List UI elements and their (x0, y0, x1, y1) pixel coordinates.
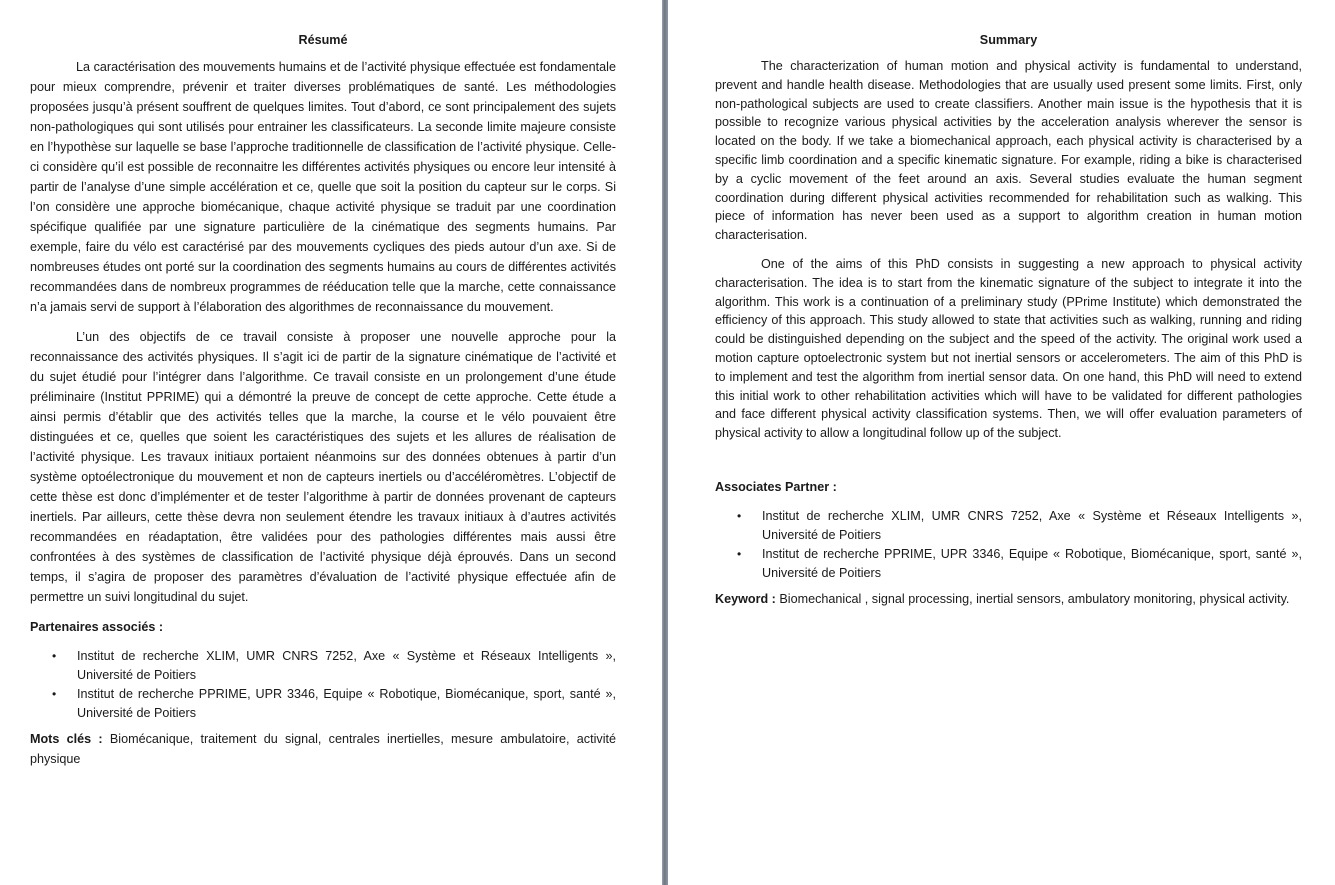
list-item (30, 647, 616, 685)
bullet-icon: • (737, 546, 742, 561)
page-left-resume (0, 0, 662, 885)
keywords-text: Biomécanique, traitement du signal, centrales inertielles, mesure ambulatoire, activité physique (30, 732, 617, 766)
partner-text: Institut de recherche XLIM, UMR CNRS 7252, Axe « Système et Réseaux Intelligents », Université de Poitiers (77, 649, 616, 682)
summary-keywords (715, 589, 1302, 609)
resume-keywords (30, 729, 616, 769)
summary-title: Summary (979, 33, 1038, 47)
bullet-icon: • (52, 649, 57, 663)
summary-partners-title: Associates Partner : (715, 479, 837, 494)
summary-paragraph-2: One of the aims of this PhD consists in suggesting a new approach to physical activity characterisation. The idea is to start from the kinematic signature of the subject to integrate it into the algorithm. This work is a continuation of a preliminary study (PPrime Institute) which demonstrated the efficiency of this approach. This study allowed to state that activities such as walking, running and riding could be distinguished depending on the subject and the speed of the activity. The original work used a motion capture optoelectronic system but not inertial sensors or accelerometers. The aim of this PhD is to implement and test the algorithm from inertial sensor data. On one hand, this PhD will need to extend this initial work to other rehabilitation activities which will have to be validated for different pathologies and face different physical activity classification systems. Then, we will offer evaluation parameters of physical activity to allow a longitudinal follow up of the subject. (715, 256, 1302, 441)
keywords-label: Mots clés : (30, 732, 103, 746)
summary-paragraph-1: The characterization of human motion and physical activity is fundamental to understand, prevent and handle health disease. Methodologies that are usually used present some limits. First, only non-pathological subjects are used to create classifiers. Another main issue is the hypothesis that it is possible to recognize various physical activities by the acceleration analysis wherever the sensor is located on the body. If we take a biomechanical approach, each physical activity is characterised by a specific limb coordination and a specific kinematic signature. For example, riding a bike is characterised by a cyclic movement of the feet around an axis. Several studies evaluate the human segment coordination during different physical activities recommended for rehabilitation such as walking. This piece of information has never been used as a support to algorithm creation in human motion characterisation. (715, 59, 1302, 243)
bullet-icon: • (52, 687, 57, 701)
resume-partners-title: Partenaires associés : (30, 620, 164, 634)
resume-title: Résumé (298, 33, 348, 47)
resume-paragraph-1: La caractérisation des mouvements humains et de l’activité physique effectuée est fondamentale pour mieux comprendre, prévenir et traiter diverses problématiques de santé. Les méthodologies proposées jusqu’à présent souffrent de quelques limites. Tout d’abord, ce sont principalement des sujets non-pathologiques qui sont utilisés pour entrainer les classificateurs. La seconde limite majeure consiste en l’hypothèse sur laquelle se base l’approche traditionnelle de classification de l’activité physique. Celle-ci considère qu’il est possible de reconnaitre les différentes activités physiques ou encore leur intensité à partir de l’analyse d’une simple accélération et ce, quelle que soit la position du capteur sur le corps. Si l’on considère une approche biomécanique, chaque activité physique se traduit par une coordination spécifique qualifiée par une signature particulière de la cinématique des segments humains. Par exemple, faire du vélo est caractérisé par des mouvements cycliques des pieds autour d’un axe. Si de nombreuses études ont porté sur la coordination des segments humains au cours de différentes activités recommandées dans de nombreux programmes de rééducation telle que la marche, cette connaissance n’a jamais servi de support à l’élaboration des algorithmes de reconnaissance du mouvement. (30, 60, 616, 314)
resume-partners-list (30, 647, 616, 723)
partner-text: Institut de recherche XLIM, UMR CNRS 7252, Axe « Système et Réseaux Intelligents », Université de Poitiers (762, 508, 1302, 542)
summary-content (715, 30, 1302, 609)
list-item (30, 685, 616, 723)
list-item (715, 507, 1302, 545)
page-right-summary (668, 0, 1335, 885)
summary-partners-list (715, 507, 1302, 583)
list-item (715, 545, 1302, 583)
resume-content (30, 30, 616, 769)
bullet-icon: • (737, 508, 742, 523)
partner-text: Institut de recherche PPRIME, UPR 3346, Equipe « Robotique, Biomécanique, sport, santé », Université de Poitiers (77, 687, 616, 720)
resume-paragraph-2: L’un des objectifs de ce travail consiste à proposer une nouvelle approche pour la reconnaissance des activités physiques. Il s’agit ici de partir de la signature cinématique de l’activité et du sujet étudié pour l’intégrer dans l’algorithme. Ce travail consiste en un prolongement d’une étude préliminaire (Institut PPRIME) qui a démontré la preuve de concept de cette approche. Cette étude a ainsi permis d’établir que des activités telles que la marche, la course et le vélo pouvaient être distinguées et ce, quelles que soient les caractéristiques des sujets et les allures de réalisation de l’activité physique. Les travaux initiaux portaient néanmoins sur des données obtenues à partir d’un système optoélectronique du mouvement et non de capteurs inertiels ou d’accéléromètres. L’objectif de cette thèse est donc d’implémenter et de tester l’algorithme à partir de données provenant de capteurs inertiels. Par ailleurs, cette thèse devra non seulement étendre les travaux initiaux à d’autres activités recommandées en réadaptation, être validées pour des pathologies différentes mais aussi être confrontées à des systèmes de classification de l’activité physique déjà éprouvés. Dans un second temps, il s’agira de proposer des paramètres d’évaluation de l’activité physique effectuée afin de permettre un suivi longitudinal du sujet. (30, 330, 616, 604)
partner-text: Institut de recherche PPRIME, UPR 3346, Equipe « Robotique, Biomécanique, sport, santé », Université de Poitiers (762, 546, 1302, 580)
keywords-label: Keyword : (715, 591, 776, 606)
keywords-text: Biomechanical , signal processing, inertial sensors, ambulatory monitoring, physical activity. (775, 591, 1290, 606)
